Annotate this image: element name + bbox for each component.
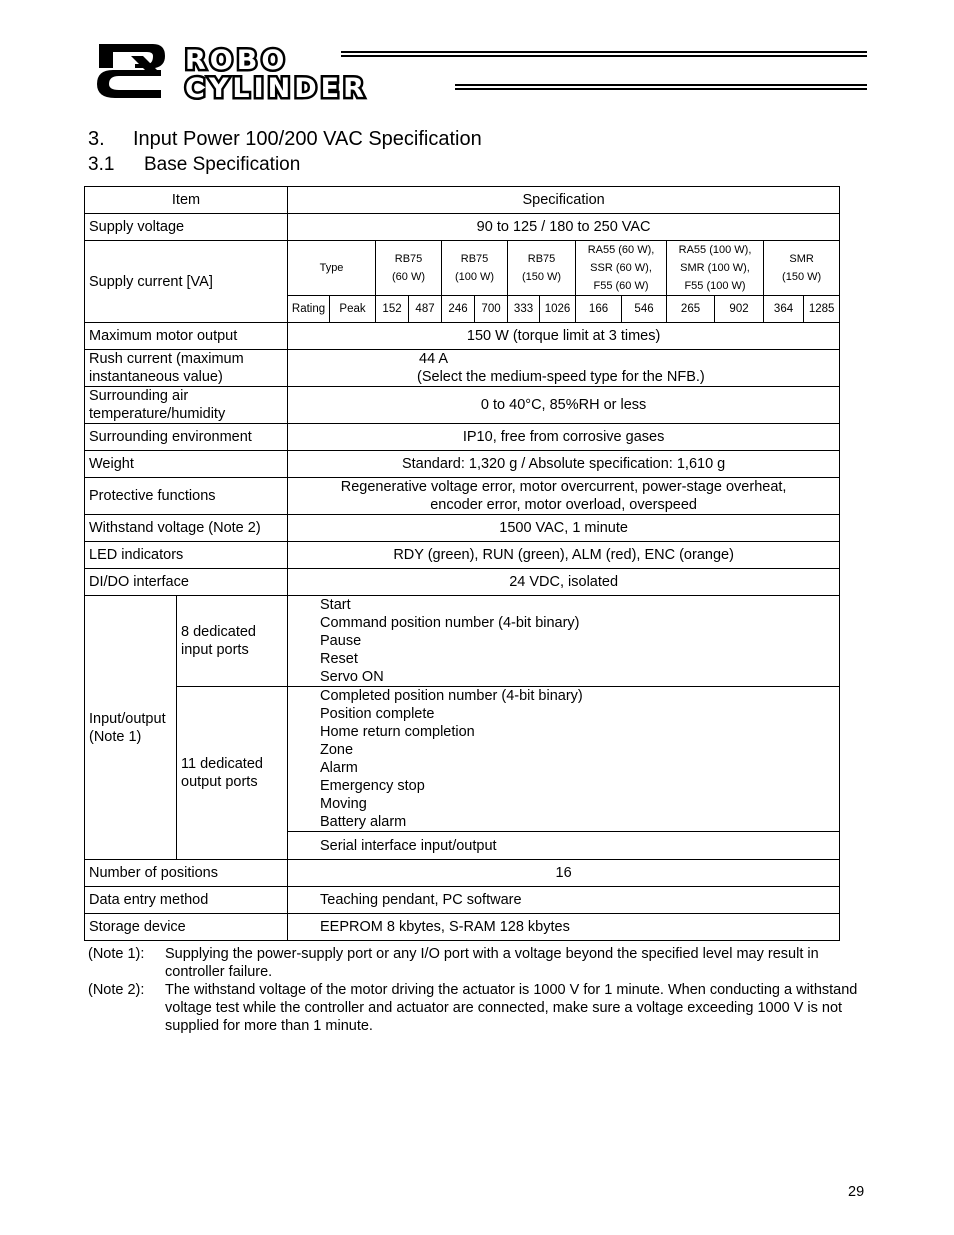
section-title: Input Power 100/200 VAC Specification [133, 128, 482, 150]
list-item: Position complete [320, 706, 435, 722]
subsection-number: 3.1 [88, 154, 115, 175]
io-inputs-list [288, 596, 840, 687]
row-value: 1500 VAC, 1 minute [288, 515, 840, 542]
table-row [85, 424, 840, 451]
type-cell [442, 241, 508, 296]
table-row [85, 542, 840, 569]
supply-current-type-row [85, 241, 840, 296]
brand-line1: ROBO [185, 45, 289, 76]
table-row [85, 478, 840, 515]
header-rules [341, 51, 867, 90]
list-item: Battery alarm [320, 814, 407, 830]
section-heading [88, 128, 482, 151]
io-inputs-row [85, 596, 840, 687]
row-value [288, 478, 840, 515]
rush-current-note: (Select the medium-speed type for the NFB.) [417, 369, 705, 385]
peak-value: 902 [715, 296, 764, 323]
rating-value: 246 [442, 296, 475, 323]
rating-value: 333 [508, 296, 540, 323]
list-item: Alarm [320, 760, 358, 776]
table-row [85, 387, 840, 424]
note-text: The withstand voltage of the motor driving the actuator is 1000 V for 1 minute. When conducting a withstand voltage test while the controller and actuator are connected, make sure a voltage exceeding 1000 V is not supplied for more than 1 minute. [165, 982, 858, 1034]
row-label-line: Surrounding air [89, 388, 189, 404]
row-label: LED indicators [85, 542, 288, 569]
list-item: Home return completion [320, 724, 475, 740]
section-number: 3. [88, 128, 105, 150]
row-label-line: Rush current (maximum [89, 351, 244, 367]
row-value-line: encoder error, motor overload, overspeed [430, 497, 697, 513]
table-header-row [85, 187, 840, 214]
type-line: (100 W) [454, 271, 495, 283]
type-cell [667, 241, 764, 296]
subsection-heading [88, 154, 300, 176]
rc-monogram-icon [97, 44, 165, 98]
table-row [85, 350, 840, 387]
io-outputs-label [177, 687, 288, 860]
io-outputs-label-line: output ports [181, 774, 258, 790]
type-line: SSR (60 W), [590, 262, 652, 274]
type-cell [376, 241, 442, 296]
table-row [85, 515, 840, 542]
note-label: (Note 1): [88, 946, 145, 962]
notes [88, 945, 863, 1035]
type-line: F55 (100 W) [684, 280, 746, 292]
row-value: Standard: 1,320 g / Absolute specification: 1,610 g [288, 451, 840, 478]
row-value: RDY (green), RUN (green), ALM (red), ENC (orange) [288, 542, 840, 569]
type-line: RB75 [527, 253, 556, 265]
row-label: Weight [85, 451, 288, 478]
row-label [85, 387, 288, 424]
brand-line2: CYLINDER [185, 73, 368, 100]
row-value: 24 VDC, isolated [288, 569, 840, 596]
row-label: Surrounding environment [85, 424, 288, 451]
row-value [288, 350, 840, 387]
io-inputs-label-line: 8 dedicated [181, 624, 256, 640]
row-value: 150 W (torque limit at 3 times) [288, 323, 840, 350]
type-line: (60 W) [392, 271, 426, 283]
type-cell [764, 241, 840, 296]
note-label: (Note 2): [88, 982, 145, 998]
list-item: Emergency stop [320, 778, 425, 794]
peak-label: Peak [330, 296, 376, 323]
row-value: 0 to 40°C, 85%RH or less [288, 387, 840, 424]
type-line: RB75 [460, 253, 489, 265]
table-row [85, 569, 840, 596]
row-label: Protective functions [85, 478, 288, 515]
table-row [85, 887, 840, 914]
rating-value: 166 [576, 296, 622, 323]
list-item: Command position number (4-bit binary) [320, 615, 580, 631]
peak-value: 700 [475, 296, 508, 323]
row-label: Supply current [VA] [85, 241, 288, 323]
peak-value: 546 [622, 296, 667, 323]
list-item: Pause [320, 633, 362, 649]
io-label [85, 596, 177, 860]
rating-label: Rating [288, 296, 330, 323]
type-cell [508, 241, 576, 296]
type-line: (150 W) [782, 271, 822, 283]
row-label: DI/DO interface [85, 569, 288, 596]
type-line: SMR [789, 253, 814, 265]
row-value-line: Regenerative voltage error, motor overcurrent, power-stage overheat, [340, 479, 787, 495]
row-label: Maximum motor output [85, 323, 288, 350]
row-label-line: instantaneous value) [89, 369, 223, 385]
rating-value: 152 [376, 296, 409, 323]
table-row [85, 451, 840, 478]
io-outputs-label-line: 11 dedicated [181, 756, 263, 772]
type-line: RB75 [394, 253, 423, 265]
row-label: Data entry method [85, 887, 288, 914]
type-label: Type [288, 241, 376, 296]
io-outputs-list [288, 687, 840, 832]
type-line: RA55 (60 W), [587, 244, 655, 256]
robo-cylinder-logo [95, 42, 867, 100]
peak-value: 487 [409, 296, 442, 323]
row-label: Storage device [85, 914, 288, 941]
row-label: Withstand voltage (Note 2) [85, 515, 288, 542]
row-value: Teaching pendant, PC software [288, 887, 840, 914]
page-number: 29 [848, 1184, 865, 1200]
io-label-line: (Note 1) [89, 728, 142, 745]
row-value: 16 [288, 860, 840, 887]
io-inputs-label-line: input ports [181, 642, 249, 658]
note-1 [88, 945, 863, 981]
peak-value: 1285 [804, 296, 840, 323]
list-item: Start [320, 597, 351, 613]
table-row [85, 323, 840, 350]
type-line: (150 W) [521, 271, 562, 283]
row-value: 90 to 125 / 180 to 250 VAC [288, 214, 840, 241]
subsection-title: Base Specification [144, 154, 301, 175]
col-spec-header: Specification [288, 187, 840, 214]
peak-value: 1026 [540, 296, 576, 323]
table-row [85, 214, 840, 241]
row-label: Supply voltage [85, 214, 288, 241]
io-label-line: Input/output [89, 710, 166, 727]
col-item-header: Item [85, 187, 288, 214]
type-line: RA55 (100 W), [678, 244, 752, 256]
row-value: EEPROM 8 kbytes, S-RAM 128 kbytes [288, 914, 840, 941]
list-item: Moving [320, 796, 367, 812]
list-item: Servo ON [320, 669, 384, 685]
io-inputs-label [177, 596, 288, 687]
rating-value: 265 [667, 296, 715, 323]
io-outputs-row [85, 687, 840, 832]
table-row [85, 860, 840, 887]
row-label-line: temperature/humidity [89, 406, 226, 422]
io-serial-value: Serial interface input/output [288, 832, 840, 860]
type-line: SMR (100 W), [680, 262, 750, 274]
note-text: Supplying the power-supply port or any I/O port with a voltage beyond the specified level may result in controller failure. [165, 946, 819, 980]
type-line: F55 (60 W) [593, 280, 649, 292]
note-2 [88, 981, 863, 1035]
row-value: IP10, free from corrosive gases [288, 424, 840, 451]
rating-value: 364 [764, 296, 804, 323]
rush-current-value: 44 A [419, 351, 449, 367]
type-cell [576, 241, 667, 296]
table-row [85, 914, 840, 941]
list-item: Zone [320, 742, 354, 758]
row-label: Number of positions [85, 860, 288, 887]
list-item: Reset [320, 651, 358, 667]
spec-table [84, 186, 840, 941]
row-label [85, 350, 288, 387]
list-item: Completed position number (4-bit binary) [320, 688, 583, 704]
